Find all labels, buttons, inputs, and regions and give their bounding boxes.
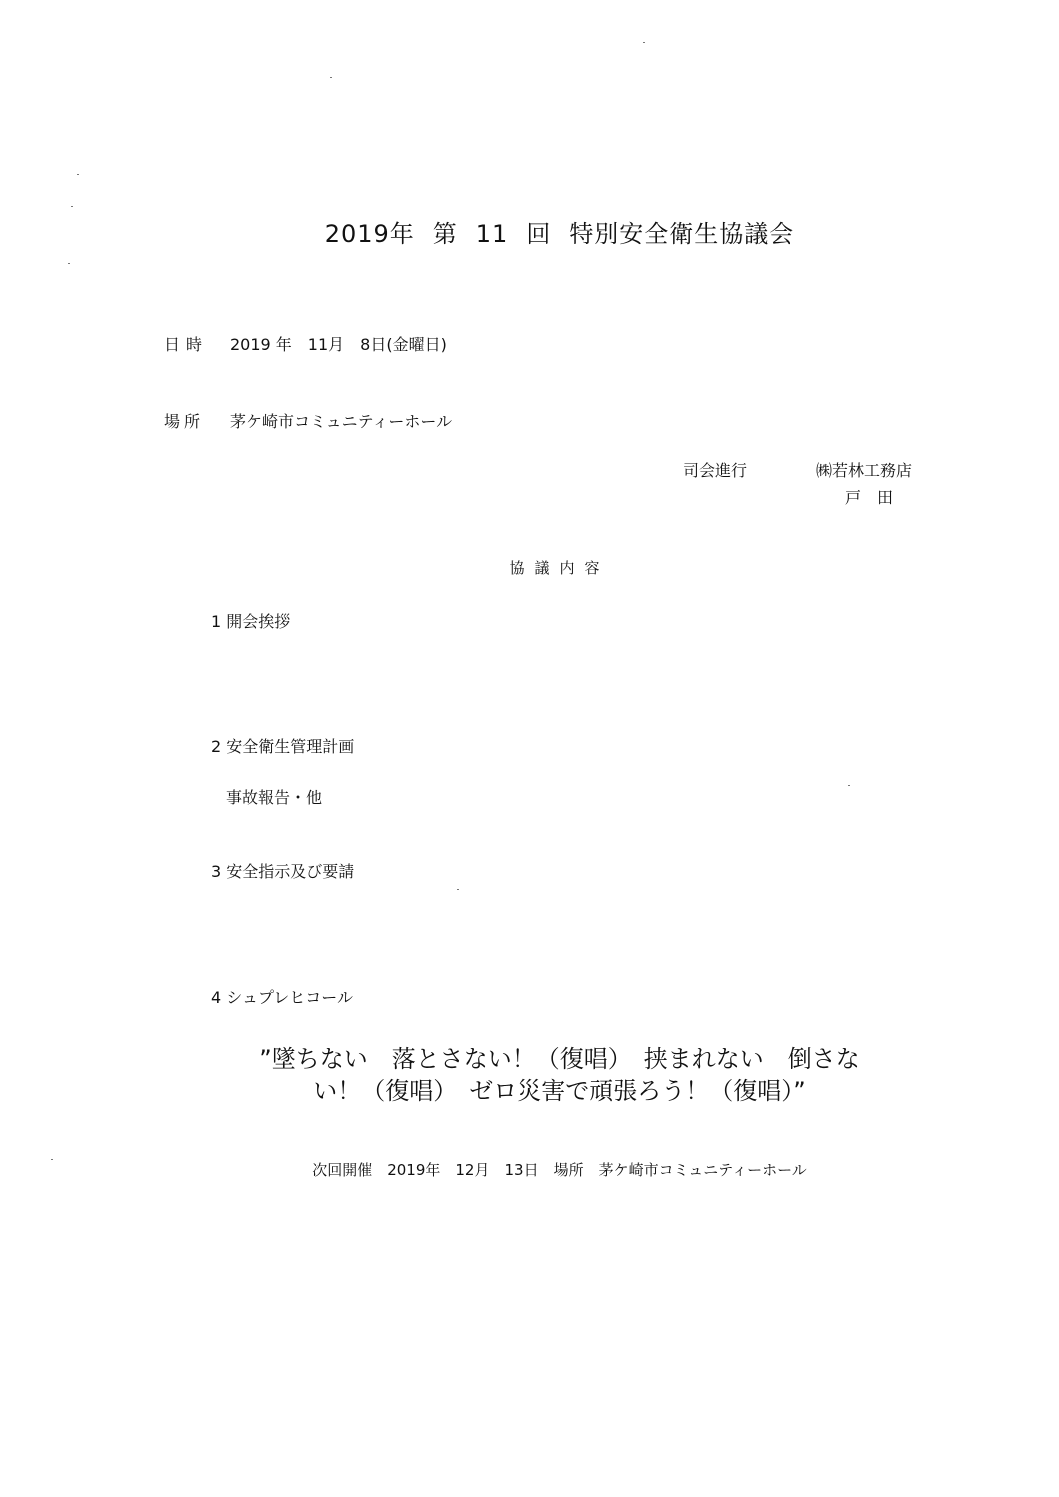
mc-label: 司会進行 [683,461,748,480]
next-meeting: 次回開催 2019年 12月 13日 場所 茅ケ崎市コミュニティーホール [312,1161,807,1179]
mc-person: 戸田 [845,488,910,507]
scan-speck [643,42,645,43]
agenda-item-4: 4 シュプレヒコール [211,988,353,1007]
date-label: 日時 [164,335,209,354]
place-label: 場所 [164,412,205,431]
title-year: 2019年 [324,220,415,248]
place-value: 茅ケ崎市コミュニティーホール [230,412,453,431]
document-title [0,214,1059,249]
scan-speck [457,889,459,890]
title-number: 11 [475,220,509,248]
scan-speck [848,785,850,786]
scan-speck [71,206,73,207]
section-heading: 協議内容 [509,559,610,577]
mc-company: ㈱若林工務店 [816,461,913,480]
scan-speck [51,1159,53,1160]
agenda-item-2: 2 安全衛生管理計画 [211,737,355,756]
title-name: 特別安全衛生協議会 [569,220,795,248]
slogan [0,1043,1059,1107]
slogan-line-2: い！（復唱） ゼロ災害で頑張ろう！（復唱）” [313,1077,806,1105]
scan-speck [68,263,70,264]
title-dai: 第 [432,220,458,248]
slogan-line-1: ”墜ちない 落とさない！（復唱） 挟まれない 倒さな [259,1045,860,1073]
scan-speck [330,77,332,78]
agenda-item-3: 3 安全指示及び要請 [211,862,355,881]
title-kai: 回 [526,220,552,248]
agenda-item-1: 1 開会挨拶 [211,612,291,631]
scan-speck [77,174,79,175]
date-value: 2019 年 11月 8日(金曜日) [230,335,447,354]
agenda-item-2-sub: 事故報告・他 [226,788,323,807]
